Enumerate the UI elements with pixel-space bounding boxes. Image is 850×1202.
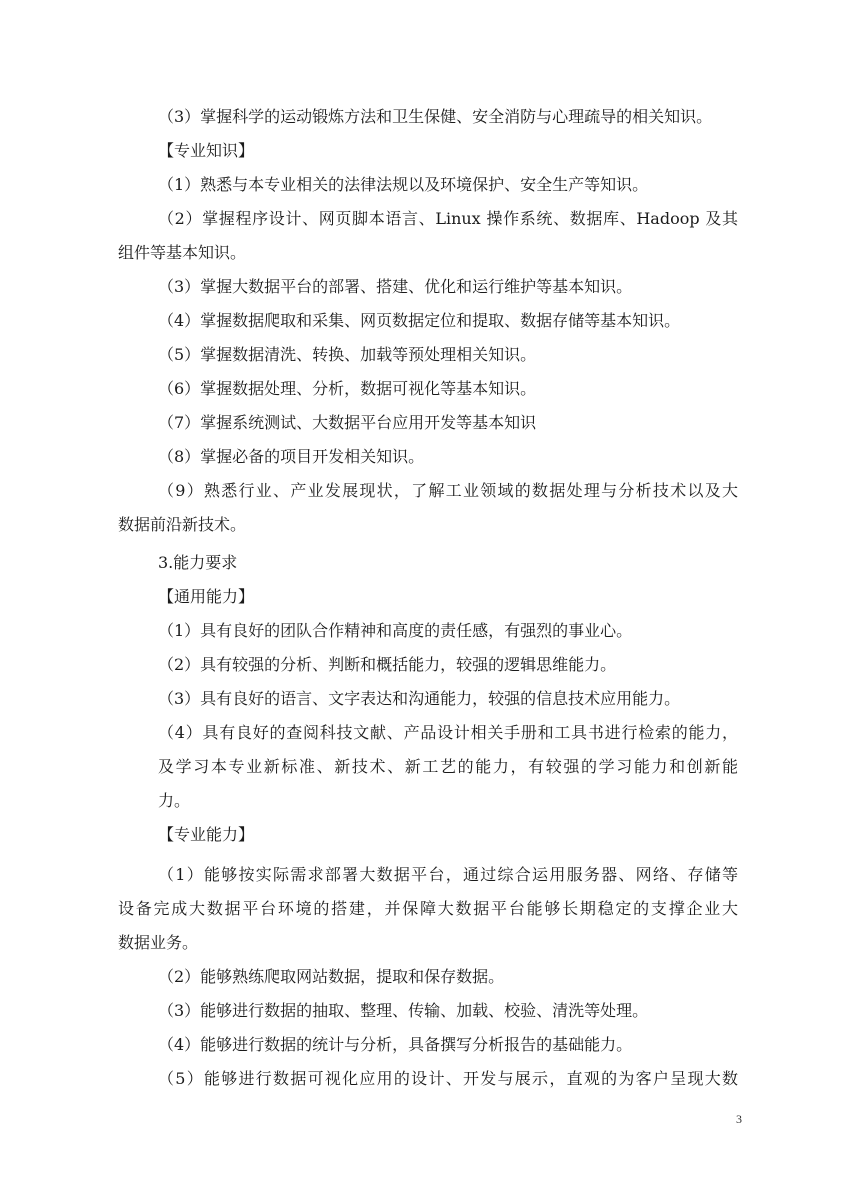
paragraph-line: （3）具有良好的语言、文字表达和沟通能力，较强的信息技术应用能力。	[158, 689, 681, 708]
paragraph-line: （4）具有良好的查阅科技文献、产品设计相关手册和工具书进行检索的能力，	[158, 723, 738, 742]
paragraph-line: （2）能够熟练爬取网站数据，提取和保存数据。	[158, 967, 505, 986]
page-number: 3	[736, 1112, 742, 1126]
paragraph-line: 力。	[158, 791, 191, 810]
paragraph-line: 数据业务。	[118, 933, 199, 952]
paragraph-line: （3）能够进行数据的抽取、整理、传输、加载、校验、清洗等处理。	[158, 1001, 649, 1020]
section-heading: 【专业知识】	[158, 141, 255, 160]
section-heading: 【通用能力】	[158, 587, 255, 606]
paragraph-line: 数据前沿新技术。	[118, 515, 247, 534]
paragraph-line: （3）掌握科学的运动锻炼方法和卫生保健、安全消防与心理疏导的相关知识。	[158, 107, 713, 126]
paragraph-line: （1）熟悉与本专业相关的法律法规以及环境保护、安全生产等知识。	[158, 175, 649, 194]
paragraph-line: （4）能够进行数据的统计与分析，具备撰写分析报告的基础能力。	[158, 1035, 633, 1054]
paragraph-line: （9）熟悉行业、产业发展现状，了解工业领域的数据处理与分析技术以及大	[158, 481, 738, 500]
paragraph-line: （4）掌握数据爬取和采集、网页数据定位和提取、数据存储等基本知识。	[158, 311, 681, 330]
paragraph-line: （5）掌握数据清洗、转换、加载等预处理相关知识。	[158, 345, 537, 364]
paragraph-line: （7）掌握系统测试、大数据平台应用开发等基本知识	[158, 413, 537, 432]
paragraph-line: （1）能够按实际需求部署大数据平台，通过综合运用服务器、网络、存储等	[158, 865, 738, 884]
paragraph-line: 组件等基本知识。	[118, 243, 247, 262]
paragraph-line: （5）能够进行数据可视化应用的设计、开发与展示，直观的为客户呈现大数	[158, 1069, 738, 1088]
section-heading: 3.能力要求	[158, 553, 238, 572]
paragraph-line: （1）具有良好的团队合作精神和高度的责任感，有强烈的事业心。	[158, 621, 633, 640]
paragraph-line: （3）掌握大数据平台的部署、搭建、优化和运行维护等基本知识。	[158, 277, 633, 296]
section-heading: 【专业能力】	[158, 825, 255, 844]
paragraph-line: 及学习本专业新标准、新技术、新工艺的能力，有较强的学习能力和创新能	[158, 757, 738, 776]
paragraph-line: （8）掌握必备的项目开发相关知识。	[158, 447, 425, 466]
paragraph-line: （2）掌握程序设计、网页脚本语言、Linux 操作系统、数据库、Hadoop 及其	[158, 209, 738, 228]
paragraph-line: 设备完成大数据平台环境的搭建，并保障大数据平台能够长期稳定的支撑企业大	[118, 899, 738, 918]
paragraph-line: （2）具有较强的分析、判断和概括能力，较强的逻辑思维能力。	[158, 655, 617, 674]
paragraph-line: （6）掌握数据处理、分析，数据可视化等基本知识。	[158, 379, 537, 398]
